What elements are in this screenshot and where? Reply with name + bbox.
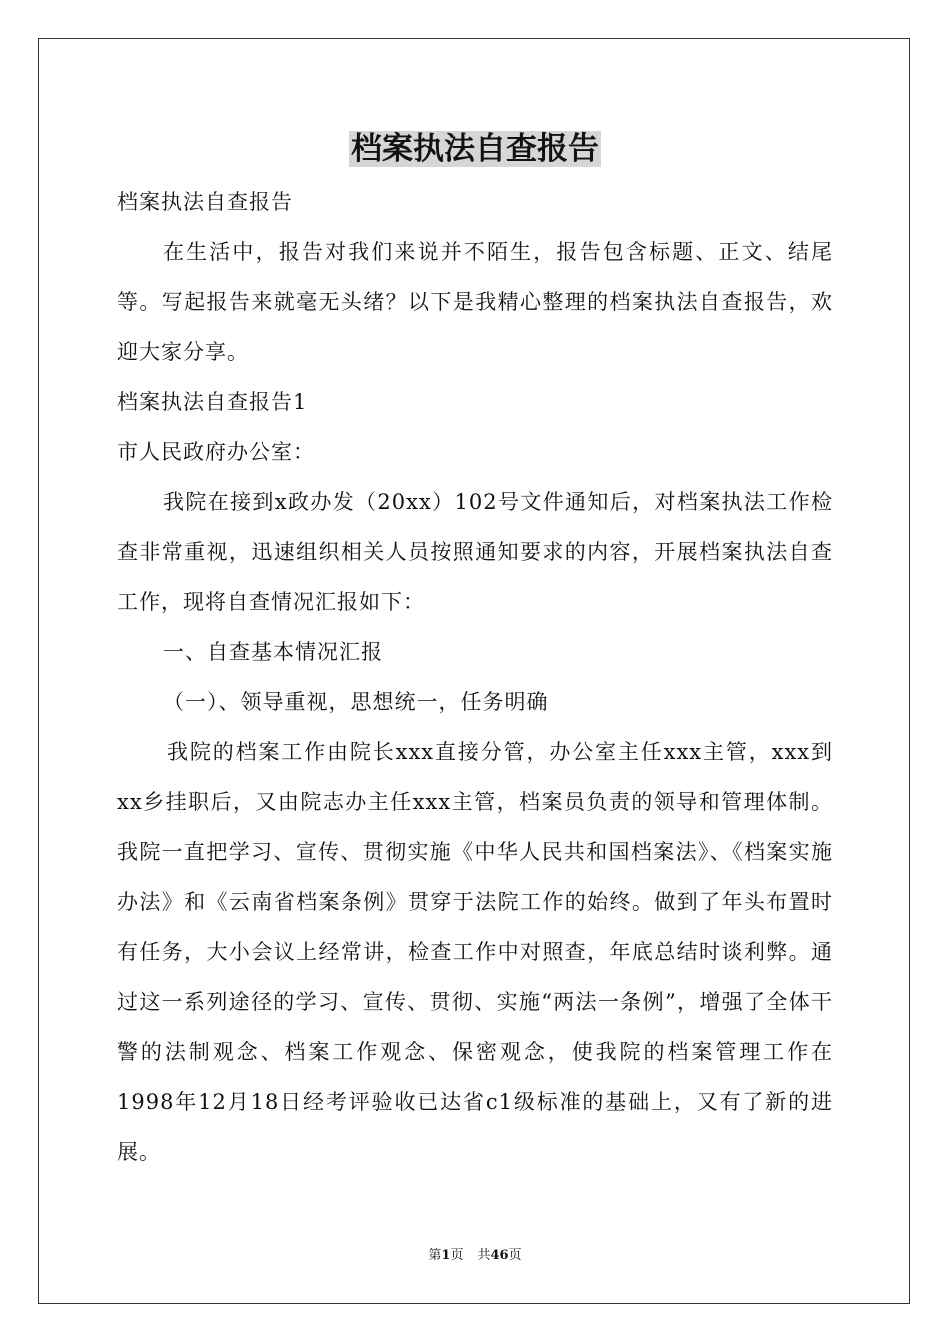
subtitle-paragraph: 档案执法自查报告 <box>117 190 293 214</box>
body-paragraph: 我院在接到x政办发（20xx）102号文件通知后，对档案执法工作检查非常重视，迅速组织相关人员按照通知要求的内容，开展档案执法自查工作，现将自查情况汇报如下： <box>117 490 833 614</box>
total-pages: 46 <box>490 1248 509 1263</box>
body-paragraph: 我院的档案工作由院长xxx直接分管，办公室主任xxx主管，xxx到xx乡挂职后，又由院志办主任xxx主管，档案员负责的领导和管理体制。我院一直把学习、宣传、贯彻实施《中华人民共和国档案法》、《档案实施办法》和《云南省档案条例》贯穿于法院工作的始终。做到了年头布置时有任务，大小会议上经常讲，检查工作中对照查，年底总结时谈利弊。通过这一系列途径的学习、宣传、贯彻、实施“两法一条例”，增强了全体干警的法制观念、档案工作观念、保密观念，使我院的档案管理工作在1998年12月18日经考评验收已达省c1级标准的基础上，又有了新的进展。 <box>117 740 833 1164</box>
subheading-paragraph: （一）、领导重视，思想统一，任务明确 <box>163 690 549 714</box>
recipient-line: 市人民政府办公室： <box>117 440 315 464</box>
total-prefix: 共 <box>477 1248 491 1263</box>
document-body <box>117 177 833 1177</box>
subheading-paragraph: 一、自查基本情况汇报 <box>163 640 383 664</box>
section-heading: 档案执法自查报告1 <box>117 390 308 414</box>
document-title <box>0 126 950 172</box>
page-suffix: 页 <box>450 1248 464 1263</box>
page-footer <box>0 1247 950 1265</box>
document-title-text: 档案执法自查报告 <box>351 131 599 167</box>
total-suffix: 页 <box>508 1248 522 1263</box>
page-prefix: 第 <box>428 1248 442 1263</box>
page-number: 1 <box>441 1248 451 1263</box>
intro-paragraph: 在生活中，报告对我们来说并不陌生，报告包含标题、正文、结尾等。写起报告来就毫无头绪？以下是我精心整理的档案执法自查报告，欢迎大家分享。 <box>117 240 833 364</box>
